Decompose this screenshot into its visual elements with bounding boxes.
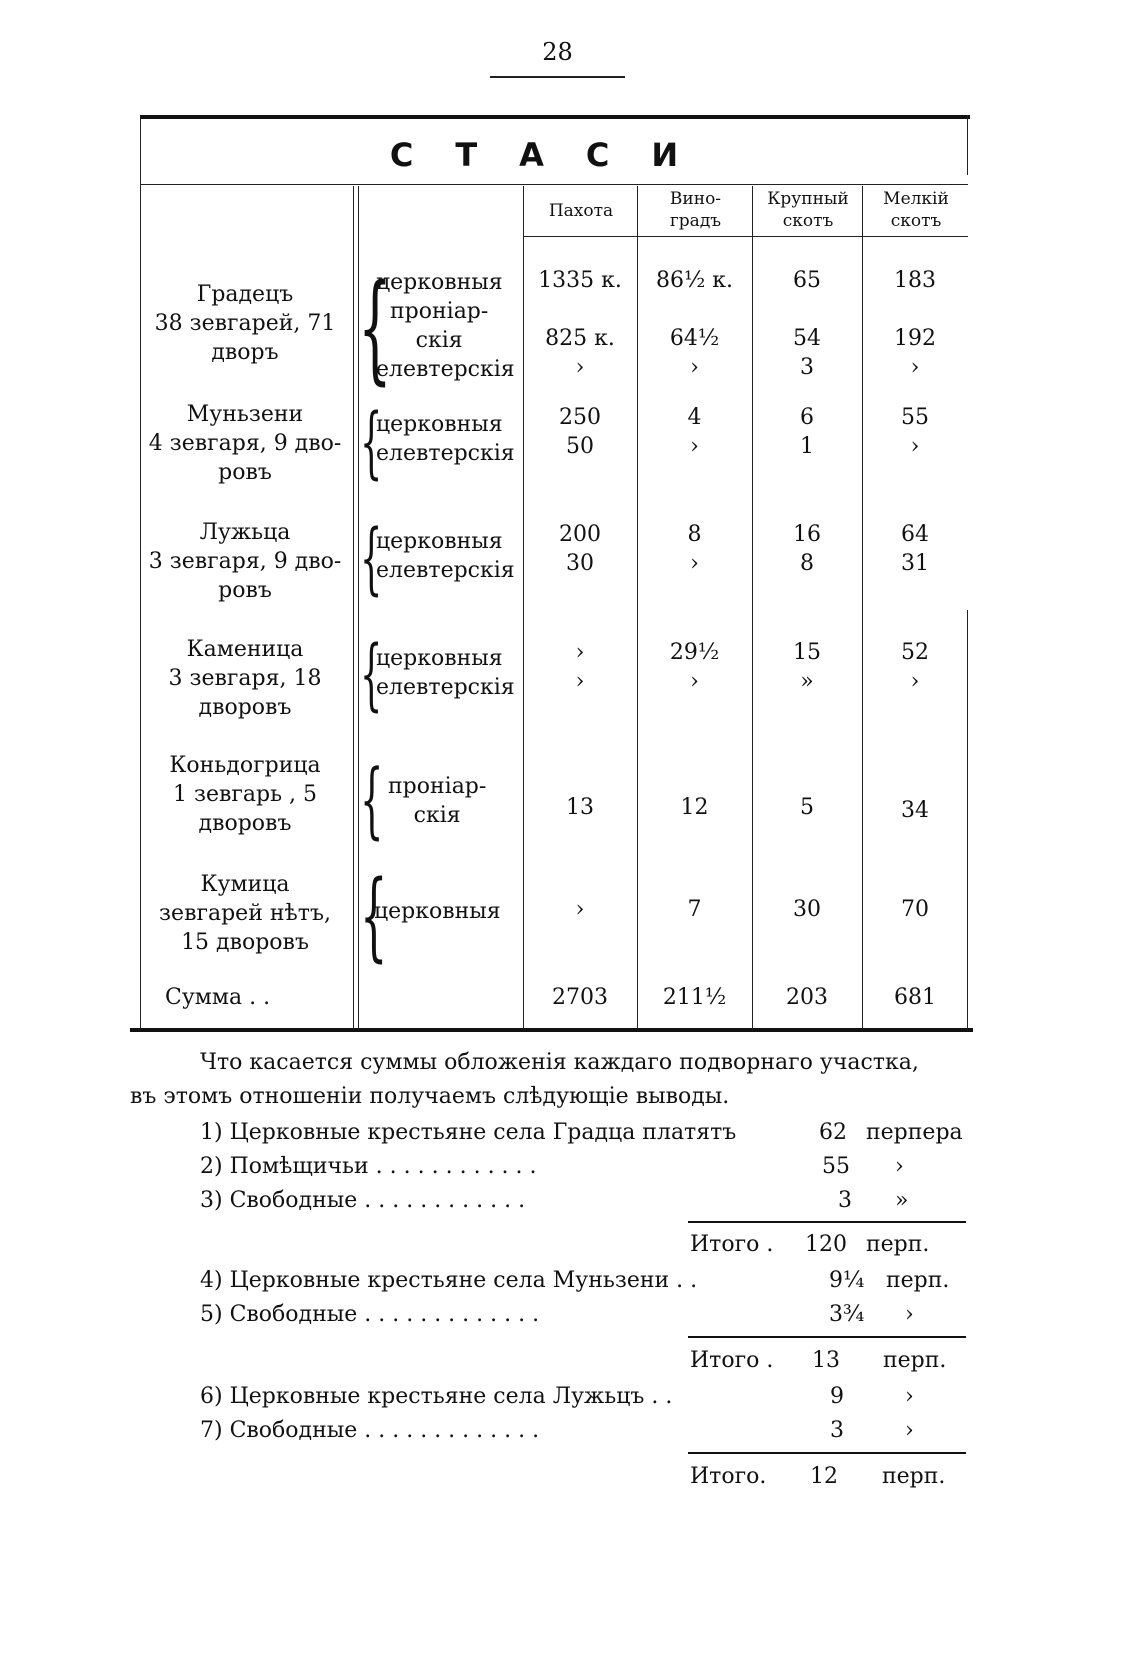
cell-small-stock: 52 (901, 640, 929, 665)
brace: { (360, 514, 383, 604)
cell-cattle: 30 (793, 897, 821, 922)
village-title: Муньзени (186, 402, 304, 427)
item-value: 62 (819, 1120, 847, 1145)
subtotal-unit: перп. (883, 1348, 947, 1373)
cell-plowland: 1335 к. (538, 268, 622, 293)
item-value: 9¼ (829, 1268, 865, 1293)
cell-plowland: 30 (566, 551, 594, 576)
class-label: елевтерскія (376, 558, 515, 583)
total-small-stock: 681 (894, 985, 936, 1010)
class-label: церковныя (376, 412, 503, 437)
village-title: Кумица (200, 872, 290, 897)
item-label: 3) Свободные . . . . . . . . . . . . (200, 1188, 526, 1213)
subtotal-value: 12 (810, 1464, 838, 1489)
village-name (140, 400, 350, 487)
cell-small-stock: 183 (894, 268, 936, 293)
item-unit: » (895, 1188, 909, 1213)
cell-small-stock: › (910, 669, 920, 694)
total-cattle: 203 (786, 985, 828, 1010)
village-desc: 4 зевгаря, 9 дво- (148, 431, 342, 456)
item-label: 7) Свободные . . . . . . . . . . . . . (200, 1418, 540, 1443)
class-label: проніар- скія (388, 774, 487, 828)
cell-cattle: 65 (793, 268, 821, 293)
class-label: елевтерскія (376, 357, 515, 382)
cell-vineyard: 64½ (669, 326, 720, 351)
village-name (140, 870, 350, 957)
class-label: елевтерскія (376, 441, 515, 466)
cell-plowland: 250 (559, 405, 601, 430)
cell-cattle: 16 (793, 522, 821, 547)
brace: { (360, 630, 383, 720)
cell-cattle: 5 (800, 795, 814, 820)
class-label: елевтерскія (376, 675, 515, 700)
cell-vineyard: › (690, 434, 699, 459)
item-unit: › (905, 1418, 914, 1443)
village-desc2: ровъ (218, 460, 272, 485)
cell-small-stock: 192 (894, 326, 936, 351)
item-unit: › (905, 1384, 914, 1409)
page-number: 28 (542, 38, 573, 66)
subtotal-label: Итого. (690, 1464, 767, 1489)
header-rule (523, 236, 968, 237)
cell-cattle: 6 (800, 405, 814, 430)
item-label: 4) Церковные крестьяне села Муньзени . . (200, 1268, 698, 1293)
item-unit: › (905, 1302, 914, 1327)
village-title: Лужьца (199, 520, 291, 545)
cell-vineyard: 12 (680, 795, 709, 820)
cell-plowland: › (575, 355, 585, 380)
cell-vineyard: 8 (687, 522, 702, 547)
village-title: Градецъ (196, 282, 294, 307)
subtotal-label: Итого . (690, 1348, 774, 1373)
item-label: 5) Свободные . . . . . . . . . . . . . (200, 1302, 540, 1327)
item-label: 2) Помѣщичьи . . . . . . . . . . . . (200, 1154, 537, 1179)
total-vineyard: 211½ (662, 985, 727, 1010)
cell-plowland: › (575, 640, 585, 665)
item-unit: перп. (886, 1268, 950, 1293)
cell-vineyard: › (690, 551, 699, 576)
item-value: 3 (830, 1418, 844, 1443)
title-rule (140, 184, 968, 185)
subtotal-unit: перп. (866, 1232, 930, 1257)
village-name (140, 280, 350, 367)
village-name (140, 635, 350, 722)
cell-plowland: › (575, 669, 585, 694)
paragraph-line-2: въ этомъ отношеніи получаемъ слѣдующіе выводы. (130, 1084, 730, 1109)
header-vineyard: Вино- градъ (669, 189, 722, 231)
cell-cattle: 1 (800, 434, 814, 459)
cell-vineyard: 4 (687, 405, 702, 430)
village-desc2: дворъ (211, 340, 279, 365)
cell-vineyard: 29½ (669, 640, 720, 665)
header-small-stock: Мелкій скотъ (883, 189, 949, 231)
village-desc: 38 зевгарей, 71 (154, 311, 336, 336)
class-label: проніар- скія (390, 299, 489, 353)
village-desc2: дворовъ (198, 811, 292, 836)
village-name (140, 518, 350, 605)
village-title: Коньдогрица (169, 753, 321, 778)
sum-rule (688, 1336, 966, 1338)
cell-cattle: 54 (793, 326, 821, 351)
cell-vineyard: › (690, 355, 699, 380)
header-plowland: Пахота (548, 201, 614, 221)
brace: { (358, 258, 392, 396)
table-top-rule (140, 115, 970, 119)
village-desc2: дворовъ (198, 695, 292, 720)
subtotal-value: 120 (805, 1232, 847, 1257)
subtotal-unit: перп. (882, 1464, 946, 1489)
class-label: церковныя (374, 899, 501, 924)
cell-plowland: 200 (559, 522, 601, 547)
table-bottom-rule (130, 1028, 973, 1032)
class-label: церковныя (376, 529, 503, 554)
item-value: 55 (822, 1154, 850, 1179)
total-plowland: 2703 (552, 985, 608, 1010)
sum-rule (688, 1221, 966, 1223)
cell-small-stock: › (910, 434, 920, 459)
village-desc: 3 зевгаря, 18 (168, 666, 322, 691)
page-number-rule (490, 76, 625, 78)
village-desc2: ровъ (218, 578, 272, 603)
cell-cattle: 8 (800, 551, 814, 576)
cell-plowland: › (575, 897, 585, 922)
cell-vineyard: 86½ к. (655, 268, 734, 293)
cell-cattle: 15 (793, 640, 821, 665)
cell-small-stock: 55 (901, 405, 929, 430)
item-value: 3¾ (829, 1302, 865, 1327)
brace: { (360, 860, 388, 972)
cell-small-stock: › (910, 355, 920, 380)
header-cattle: Крупный скотъ (767, 189, 849, 231)
brace: { (360, 398, 383, 488)
cell-cattle: 3 (800, 355, 814, 380)
village-desc: 3 зевгаря, 9 дво- (148, 549, 342, 574)
cell-cattle: » (800, 669, 814, 694)
item-unit: перпера (866, 1120, 963, 1145)
sum-rule (688, 1452, 966, 1454)
village-desc: зевгарей нѣтъ, (159, 901, 331, 926)
cell-vineyard: › (690, 669, 699, 694)
total-label: Сумма . . (165, 985, 271, 1010)
village-title: Каменица (186, 637, 304, 662)
item-unit: › (895, 1154, 904, 1179)
class-label: церковныя (376, 270, 503, 295)
village-name (140, 751, 350, 838)
cell-plowland: 50 (566, 434, 594, 459)
subtotal-value: 13 (812, 1348, 840, 1373)
table-title: СТАСИ (389, 136, 721, 174)
item-value: 3 (838, 1188, 852, 1213)
village-desc2: 15 дворовъ (181, 930, 309, 955)
item-label: 1) Церковные крестьяне села Градца платятъ (200, 1120, 737, 1145)
cell-small-stock: 34 (901, 798, 929, 823)
cell-small-stock: 64 (901, 522, 929, 547)
item-value: 9 (830, 1384, 844, 1409)
brace: { (360, 753, 384, 848)
cell-vineyard: 7 (687, 897, 702, 922)
col-line-1a (353, 186, 354, 1030)
class-label: церковныя (376, 646, 503, 671)
subtotal-label: Итого . (690, 1232, 774, 1257)
cell-small-stock: 31 (901, 551, 929, 576)
village-desc: 1 зевгарь , 5 (172, 782, 318, 807)
cell-small-stock: 70 (901, 897, 929, 922)
item-label: 6) Церковные крестьяне села Лужьцъ . . (200, 1384, 673, 1409)
cell-plowland: 13 (566, 795, 594, 820)
cell-plowland: 825 к. (545, 326, 615, 351)
paragraph-line-1: Что касается суммы обложенія каждаго подворнаго участка, (200, 1050, 919, 1075)
